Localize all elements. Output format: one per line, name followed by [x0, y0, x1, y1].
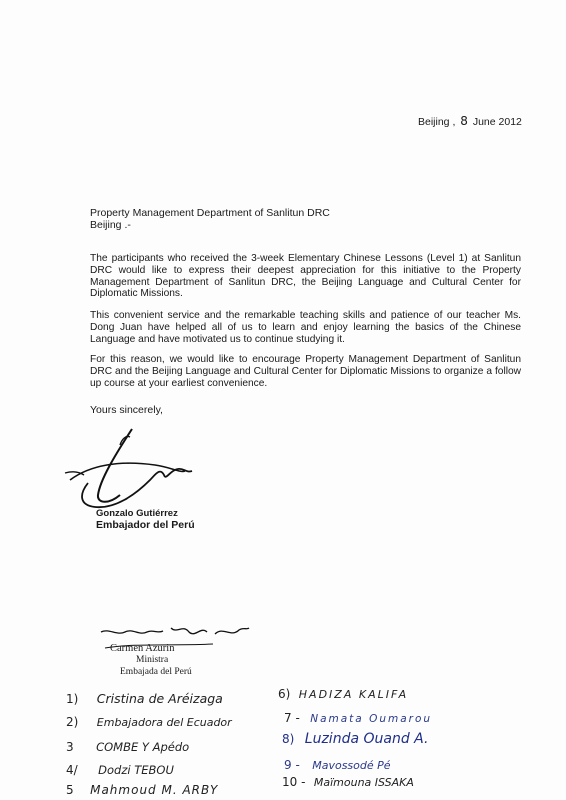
handwritten-entry-4 — [66, 761, 174, 779]
signatory-1-name: Gonzalo Gutiérrez — [96, 508, 178, 519]
entry-number: 3 — [66, 740, 74, 754]
closing-salutation: Yours sincerely, — [90, 404, 163, 416]
entry-number: 6) — [278, 687, 291, 701]
entry-name: Namata Oumarou — [310, 713, 433, 725]
signatory-2-name: Carmen Azurin — [110, 643, 175, 654]
entry-name: Maïmouna ISSAKA — [313, 776, 414, 789]
handwritten-entry-6 — [278, 685, 408, 703]
entry-name: Cristina de Aréizaga — [96, 691, 223, 706]
entry-name: Dodzi TEBOU — [98, 763, 174, 777]
entry-number: 2) — [66, 715, 79, 729]
body-paragraph-2: This convenient service and the remarkable teaching skills and patience of our teacher Ms. Dong Juan have helped all of us to learn and enjoy learning the basics of the Chinese Language and have motivated us to continue studying it. — [90, 310, 521, 345]
date-month-year: June 2012 — [472, 116, 522, 128]
signatory-2-role: Ministra — [136, 655, 169, 665]
handwritten-entry-2 — [66, 713, 232, 731]
signatory-1-title: Embajador del Perú — [96, 519, 195, 531]
signatory-2-organization: Embajada del Perú — [120, 667, 192, 677]
addressee-line-2: Beijing .- — [90, 219, 131, 231]
entry-name: Mavossodé Pé — [312, 759, 391, 772]
handwritten-entry-3 — [66, 738, 189, 756]
entry-name: Embajadora del Ecuador — [96, 716, 232, 729]
entry-name: COMBE Y Apédo — [96, 740, 190, 754]
handwritten-entry-5 — [66, 781, 218, 799]
entry-name: Luzinda Ouand A. — [304, 731, 429, 747]
entry-number: 8) — [282, 732, 295, 746]
addressee-block — [90, 207, 330, 231]
entry-number: 5 — [66, 783, 74, 797]
handwritten-entry-10 — [282, 773, 414, 791]
date-city: Beijing , — [418, 116, 456, 128]
ambassador-signature — [60, 425, 200, 515]
handwritten-entry-8 — [282, 730, 428, 748]
dateline — [418, 114, 522, 128]
date-day: 8 — [460, 114, 468, 128]
entry-number: 7 - — [284, 711, 300, 725]
body-paragraph-1: The participants who received the 3-week Elementary Chinese Lessons (Level 1) at Sanlitun DRC would like to express their deepest appreciation for this initiative to the Property Management Department of Sanlitun DRC, the Beijing Language and Cultural Center for Diplomatic Missions. — [90, 253, 521, 300]
body-paragraph-3: For this reason, we would like to encourage Property Management Department of Sanlitun DRC and the Beijing Language and Cultural Center for Diplomatic Missions to organize a follow up course at your earliest convenience. — [90, 354, 521, 389]
addressee-line-1: Property Management Department of Sanlitun DRC — [90, 207, 330, 219]
handwritten-entry-9 — [284, 756, 391, 774]
entry-number: 1) — [66, 692, 79, 706]
entry-number: 4/ — [66, 763, 78, 777]
handwritten-entry-1 — [66, 690, 223, 708]
entry-number: 9 - — [284, 758, 300, 772]
handwritten-entry-7 — [284, 709, 432, 727]
entry-number: 10 - — [282, 775, 306, 789]
entry-name: Mahmoud M. ARBY — [90, 783, 219, 797]
entry-name: HADIZA KALIFA — [298, 688, 409, 701]
